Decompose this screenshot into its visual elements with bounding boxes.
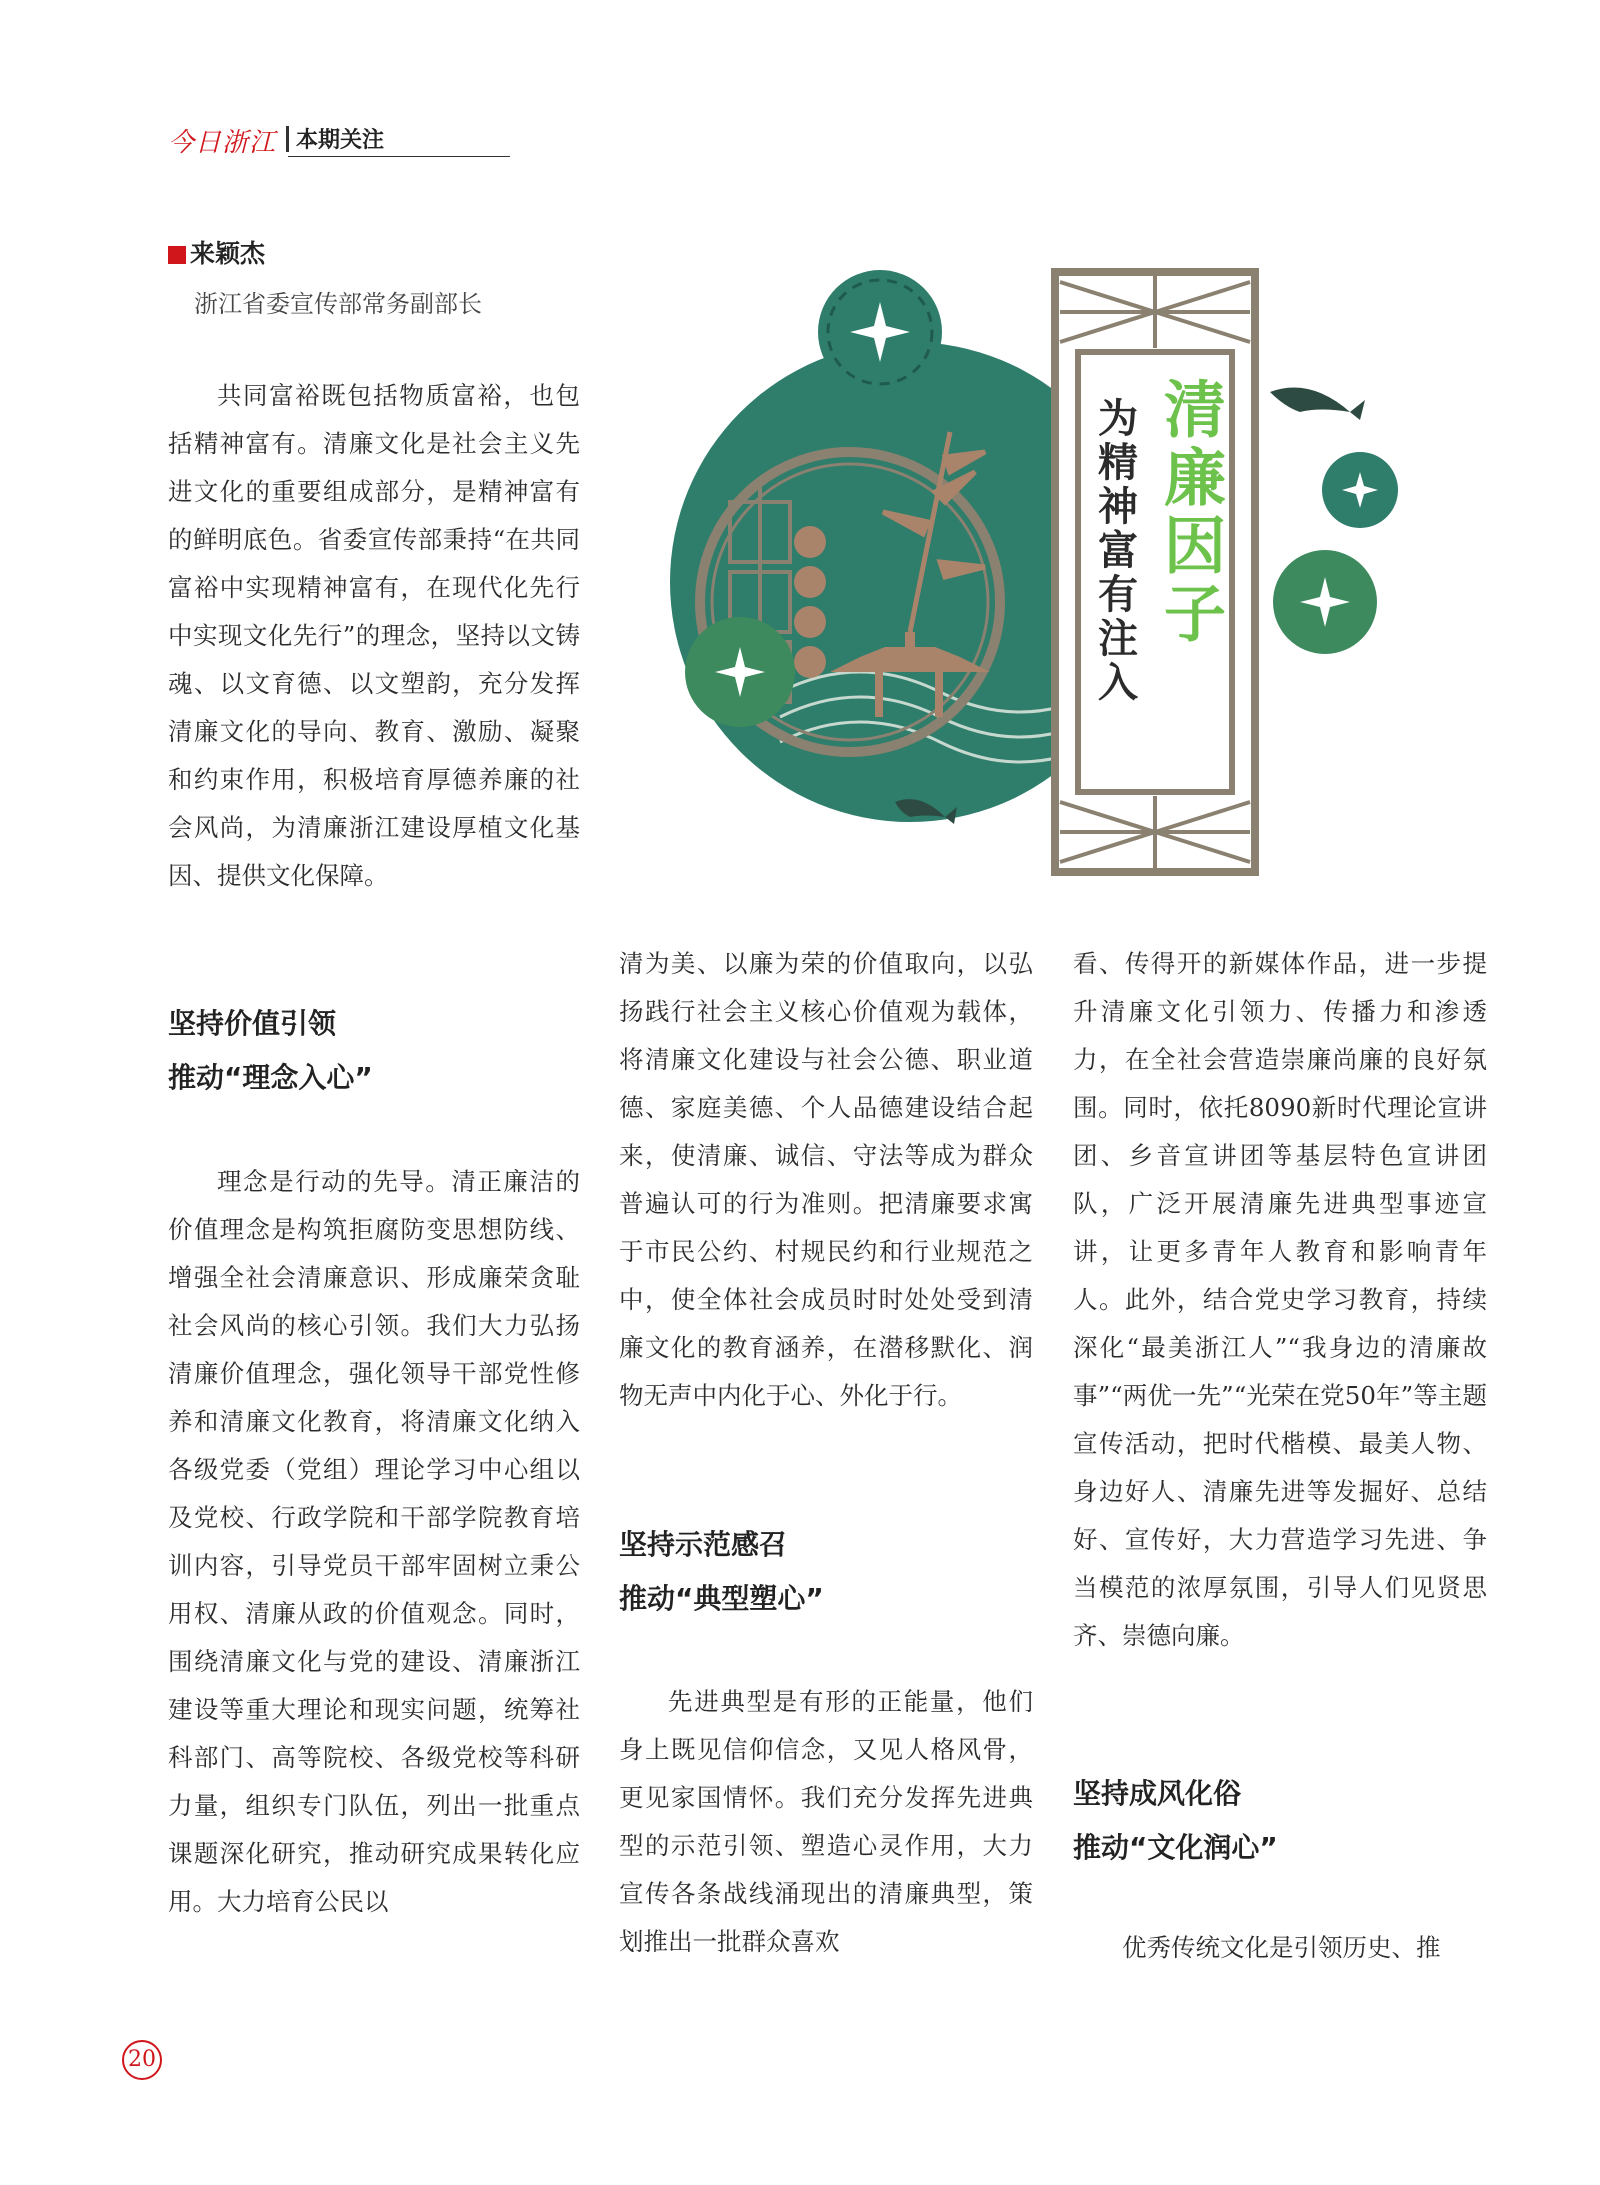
header-divider (286, 126, 289, 152)
article-paragraph: 看、传得开的新媒体作品，进一步提升清廉文化引领力、传播力和渗透力，在全社会营造崇廉尚廉的良好氛围。同时，依托8090新时代理论宣讲团、乡音宣讲团等基层特色宣讲团队，广泛开展清廉先进典型事迹宣讲，让更多青年人教育和影响青年人。此外，结合党史学习教育，持续深化“最美浙江人”“我身边的清廉故事”“两优一先”“光荣在党50年”等主题宣传活动，把时代楷模、最美人物、身边好人、清廉先进等发掘好、总结好、宣传好，大力营造学习先进、争当模范的浓厚氛围，引导人们见贤思齐、崇德向廉。 (1073, 949, 1487, 1650)
red-square-icon (168, 246, 186, 264)
article-paragraph: 优秀传统文化是引领历史、推 (1122, 1933, 1441, 1962)
page-number: 20 (122, 2040, 162, 2080)
section-heading (619, 1518, 1033, 1626)
author-name: 来颖杰 (190, 239, 266, 268)
article-paragraph: 理念是行动的先导。清正廉洁的价值理念是构筑拒腐防变思想防线、增强全社会清廉意识、形成廉荣贪耻社会风尚的核心引领。我们大力弘扬清廉价值理念，强化领导干部党性修养和清廉文化教育，将清廉文化纳入各级党委（党组）理论学习中心组以及党校、行政学院和干部学院教育培训内容，引导党员干部牢固树立秉公用权、清廉从政的价值观念。同时，围绕清廉文化与党的建设、清廉浙江建设等重大理论和现实问题，统筹社科部门、高等院校、各级党校等科研力量，组织专门队伍，列出一批重点课题深化研究，推动研究成果转化应用。大力培育公民以 (168, 1167, 580, 1916)
section-label: 本期关注 (296, 128, 385, 153)
section-heading-line: 推动“典型塑心” (619, 1582, 824, 1615)
article-paragraph: 共同富裕既包括物质富裕，也包括精神富有。清廉文化是社会主义先进文化的重要组成部分，是精神富有的鲜明底色。省委宣传部秉持“在共同富裕中实现精神富有，在现代化先行中实现文化先行”的理念，坚持以文铸魂、以文育德、以文塑韵，充分发挥清廉文化的导向、教育、激励、凝聚和约束作用，积极培育厚德养廉的社会风尚，为清廉浙江建设厚植文化基因、提供文化保障。 (168, 381, 580, 890)
section-heading-line: 推动“文化润心” (1073, 1831, 1278, 1864)
page-header (168, 122, 510, 158)
section-heading (168, 997, 580, 1105)
section-heading-line: 坚持价值引领 (168, 1007, 337, 1040)
lotus-leaf-bottom-left (685, 617, 795, 727)
author-block (168, 234, 588, 318)
lotus-leaf-right (1273, 452, 1398, 654)
author-title: 浙江省委宣传部常务副部长 (194, 290, 482, 318)
lotus-leaf-top (818, 270, 942, 394)
illustration-headline: 清廉因子 (1153, 377, 1227, 649)
illustration (660, 262, 1420, 882)
section-heading-line: 坚持成风化俗 (1073, 1777, 1242, 1810)
article-paragraph: 先进典型是有形的正能量，他们身上既见信仰信念，又见人格风骨，更见家国情怀。我们充分发挥先进典型的示范引领、塑造心灵作用，大力宣传各条战线涌现出的清廉典型，策划推出一批群众喜欢 (619, 1687, 1033, 1956)
masthead-logo: 今日浙江 (168, 128, 277, 158)
header-rule (288, 156, 510, 157)
section-heading-line: 坚持示范感召 (619, 1528, 788, 1561)
section-heading-line: 推动“理念入心” (168, 1061, 373, 1094)
illustration-subtitle: 为精神富有注入 (1091, 397, 1139, 705)
illustration-art (660, 262, 1420, 882)
section-heading (1073, 1767, 1487, 1875)
article-paragraph: 清为美、以廉为荣的价值取向，以弘扬践行社会主义核心价值观为载体，将清廉文化建设与社会公德、职业道德、家庭美德、个人品德建设结合起来，使清廉、诚信、守法等成为群众普遍认可的行为准则。把清廉要求寓于市民公约、村规民约和行业规范之中，使全体社会成员时时处处受到清廉文化的教育涵养，在潜移默化、润物无声中内化于心、外化于行。 (619, 949, 1033, 1410)
